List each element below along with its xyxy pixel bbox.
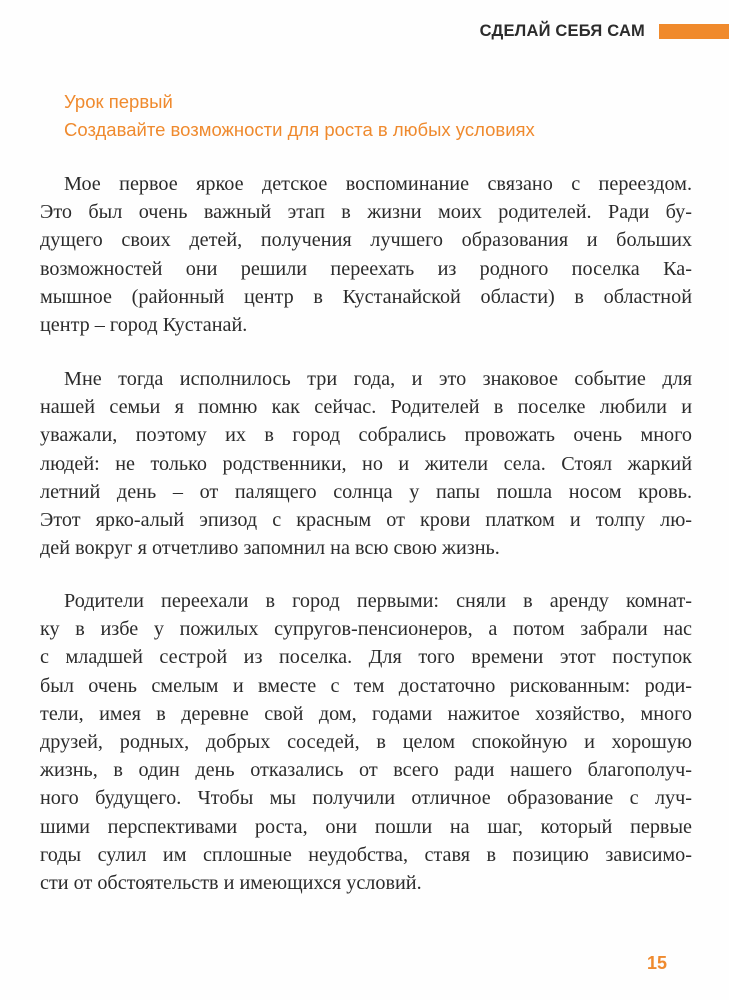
paragraph-2 <box>40 365 692 562</box>
running-head-accent-bar <box>659 24 729 39</box>
paragraph-line: шими перспективами роста, они пошли на шаг, который первые <box>40 815 692 838</box>
chapter-heading-title: Создавайте возможности для роста в любых условиях <box>64 119 535 140</box>
paragraph-line: людей: не только родственники, но и жители села. Стоял жаркий <box>40 452 692 475</box>
chapter-heading <box>64 88 535 144</box>
paragraph-line: жизнь, в один день отказались от всего ради нашего благополуч- <box>40 759 692 782</box>
paragraph-line: мышное (районный центр в Кустанайской области) в областной <box>40 285 692 308</box>
paragraph-line: ного будущего. Чтобы мы получили отличное образование с луч- <box>40 787 692 810</box>
chapter-heading-lesson: Урок первый <box>64 91 173 112</box>
paragraph-line: возможностей они решили переехать из родного поселка Ка- <box>40 257 692 280</box>
paragraph-line: тели, имея в деревне свой дом, годами нажитое хозяйство, много <box>40 702 692 725</box>
running-head <box>480 14 729 48</box>
paragraph-1 <box>40 170 692 339</box>
paragraph-line: Это был очень важный этап в жизни моих родителей. Ради бу- <box>40 201 692 224</box>
paragraph-line: был очень смелым и вместе с тем достаточно рискованным: роди- <box>40 674 692 697</box>
paragraph-3 <box>40 587 692 897</box>
paragraph-line: Родители переехали в город первыми: сняли в аренду комнат- <box>64 590 692 612</box>
page-number: 15 <box>646 953 667 973</box>
paragraph-line: друзей, родных, добрых соседей, в целом спокойную и хорошую <box>40 731 692 754</box>
paragraph-line: ку в избе у пожилых супругов-пенсионеров, а потом забрали нас <box>40 618 692 641</box>
running-head-title: СДЕЛАЙ СЕБЯ САМ <box>479 21 645 40</box>
paragraph-line: Этот ярко-алый эпизод с красным от крови платком и толпу лю- <box>40 509 692 532</box>
paragraph-line: Мое первое яркое детское воспоминание связано с переездом. <box>64 173 692 195</box>
paragraph-line: уважали, поэтому их в город собрались провожать очень много <box>40 424 692 447</box>
paragraph-line: годы сулил им сплошные неудобства, ставя в позицию зависимо- <box>40 843 692 866</box>
paragraph-line: центр – город Кустанай. <box>40 314 248 337</box>
paragraph-line: дущего своих детей, получения лучшего образования и больших <box>40 229 692 252</box>
paragraph-line: нашей семьи я помню как сейчас. Родителей в поселке любили и <box>40 396 692 419</box>
paragraph-line: Мне тогда исполнилось три года, и это знаковое событие для <box>64 368 692 390</box>
paragraph-line: летний день – от палящего солнца у папы пошла носом кровь. <box>40 480 692 503</box>
paragraph-line: с младшей сестрой из поселка. Для того времени этот поступок <box>40 646 692 669</box>
paragraph-line: дей вокруг я отчетливо запомнил на всю свою жизнь. <box>40 537 500 560</box>
paragraph-line: сти от обстоятельств и имеющихся условий. <box>40 872 422 895</box>
